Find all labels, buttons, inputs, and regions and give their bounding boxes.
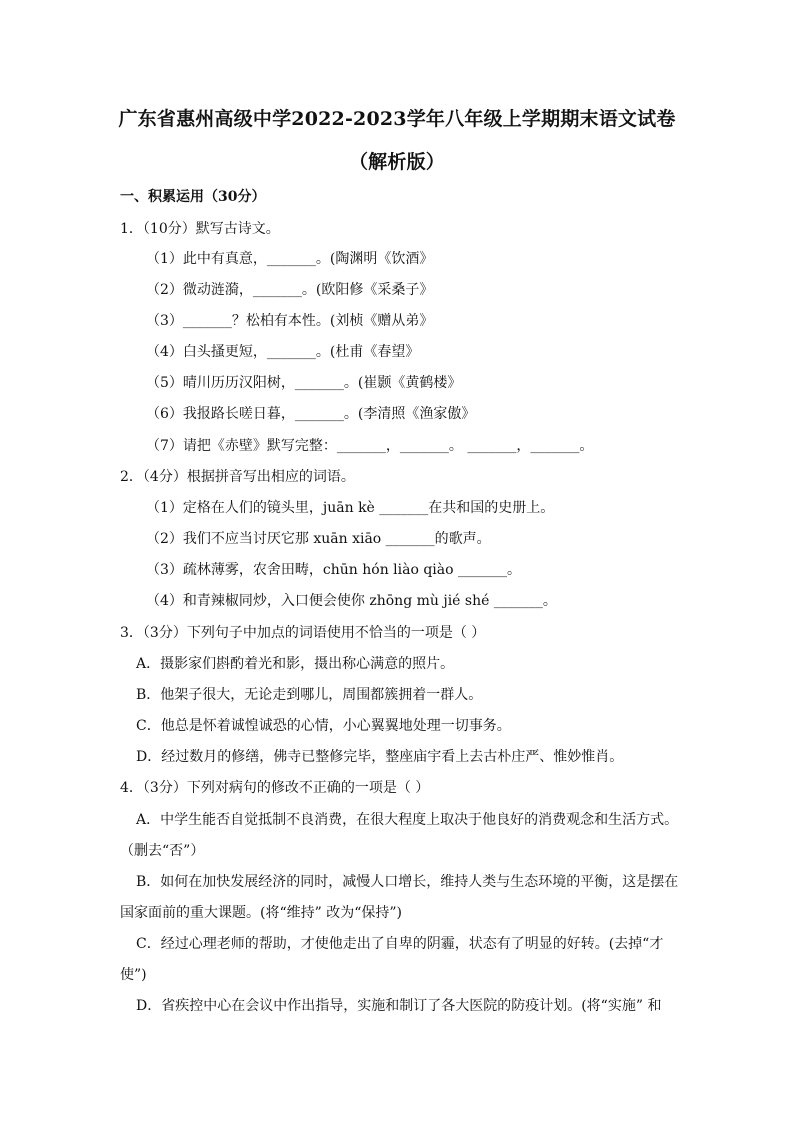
question-1-item: （7）请把《赤壁》默写完整：_______，_______。 _______，_______。 bbox=[146, 438, 594, 454]
question-4-option-a-cont: （删去“否”） bbox=[120, 843, 205, 859]
question-1-item: （5）晴川历历汉阳树，_______。(崔颢《黄鹤楼》 bbox=[146, 375, 462, 391]
question-2-item: （4）和青辣椒同炒，入口便会使你 zhōng mù jié shé _______。 bbox=[146, 593, 557, 609]
question-3-option: D．经过数月的修缮，佛寺已整修完毕，整座庙宇看上去古朴庄严、惟妙惟肖。 bbox=[136, 749, 624, 765]
question-4-stem: 4．（3分）下列对病句的修改不正确的一项是（ ） bbox=[120, 780, 430, 796]
document-subtitle: （解析版） bbox=[348, 151, 445, 173]
question-4-option-d: D．省疾控中心在会议中作出指导，实施和制订了各大医院的防疫计划。(将“实施” 和 bbox=[136, 998, 662, 1014]
question-1-item: （2）微动涟漪，_______。(欧阳修《采桑子》 bbox=[146, 282, 434, 298]
question-3-option: C．他总是怀着诚惶诚恐的心情，小心翼翼地处理一切事务。 bbox=[136, 718, 511, 734]
question-2-item: （2）我们不应当讨厌它那 xuān xiāo _______的歌声。 bbox=[146, 531, 491, 547]
question-3-option: A．摄影家们斟酌着光和影，摄出称心满意的照片。 bbox=[136, 656, 455, 672]
question-1-item: （4）白头搔更短，_______。(杜甫《春望》 bbox=[146, 344, 420, 360]
question-4-option-c-cont: 使”) bbox=[120, 967, 147, 983]
question-4-option-c: C．经过心理老师的帮助，才使他走出了自卑的阴霾，状态有了明显的好转。(去掉“才 bbox=[136, 936, 664, 952]
question-1-item: （6）我报路长嗟日暮，_______。(李清照《渔家傲》 bbox=[146, 406, 476, 422]
question-2-item: （1）定格在人们的镜头里，juān kè _______在共和国的史册上。 bbox=[146, 500, 555, 516]
question-1-item: （1）此中有真意，_______。(陶渊明《饮酒》 bbox=[146, 251, 434, 267]
question-2-stem: 2．（4分）根据拼音写出相应的词语。 bbox=[120, 469, 355, 485]
question-4-option-a: A．中学生能否自觉抵制不良消费，在很大程度上取决于他良好的消费观念和生活方式。 bbox=[136, 812, 679, 828]
question-4-option-b: B．如何在加快发展经济的同时，减慢人口增长，维持人类与生态环境的平衡，这是摆在 bbox=[136, 874, 679, 890]
question-2-item: （3）疏林薄雾，农舍田畴，chūn hón liào qiào _______。 bbox=[146, 562, 522, 578]
question-3-stem: 3．（3分）下列句子中加点的词语使用不恰当的一项是（ ） bbox=[120, 625, 486, 641]
question-1-item: （3）_______？松柏有本性。(刘桢《赠从弟》 bbox=[146, 313, 434, 329]
question-3-option: B．他架子很大，无论走到哪儿，周围都簇拥着一群人。 bbox=[136, 687, 483, 703]
question-4-option-b-cont: 国家面前的重大课题。(将“维持” 改为“保持”) bbox=[120, 905, 403, 921]
document-title: 广东省惠州高级中学2022-2023学年八年级上学期期末语文试卷 bbox=[118, 108, 676, 130]
section-heading: 一、积累运用（30分） bbox=[120, 189, 266, 205]
question-1-stem: 1．（10分）默写古诗文。 bbox=[120, 221, 280, 237]
